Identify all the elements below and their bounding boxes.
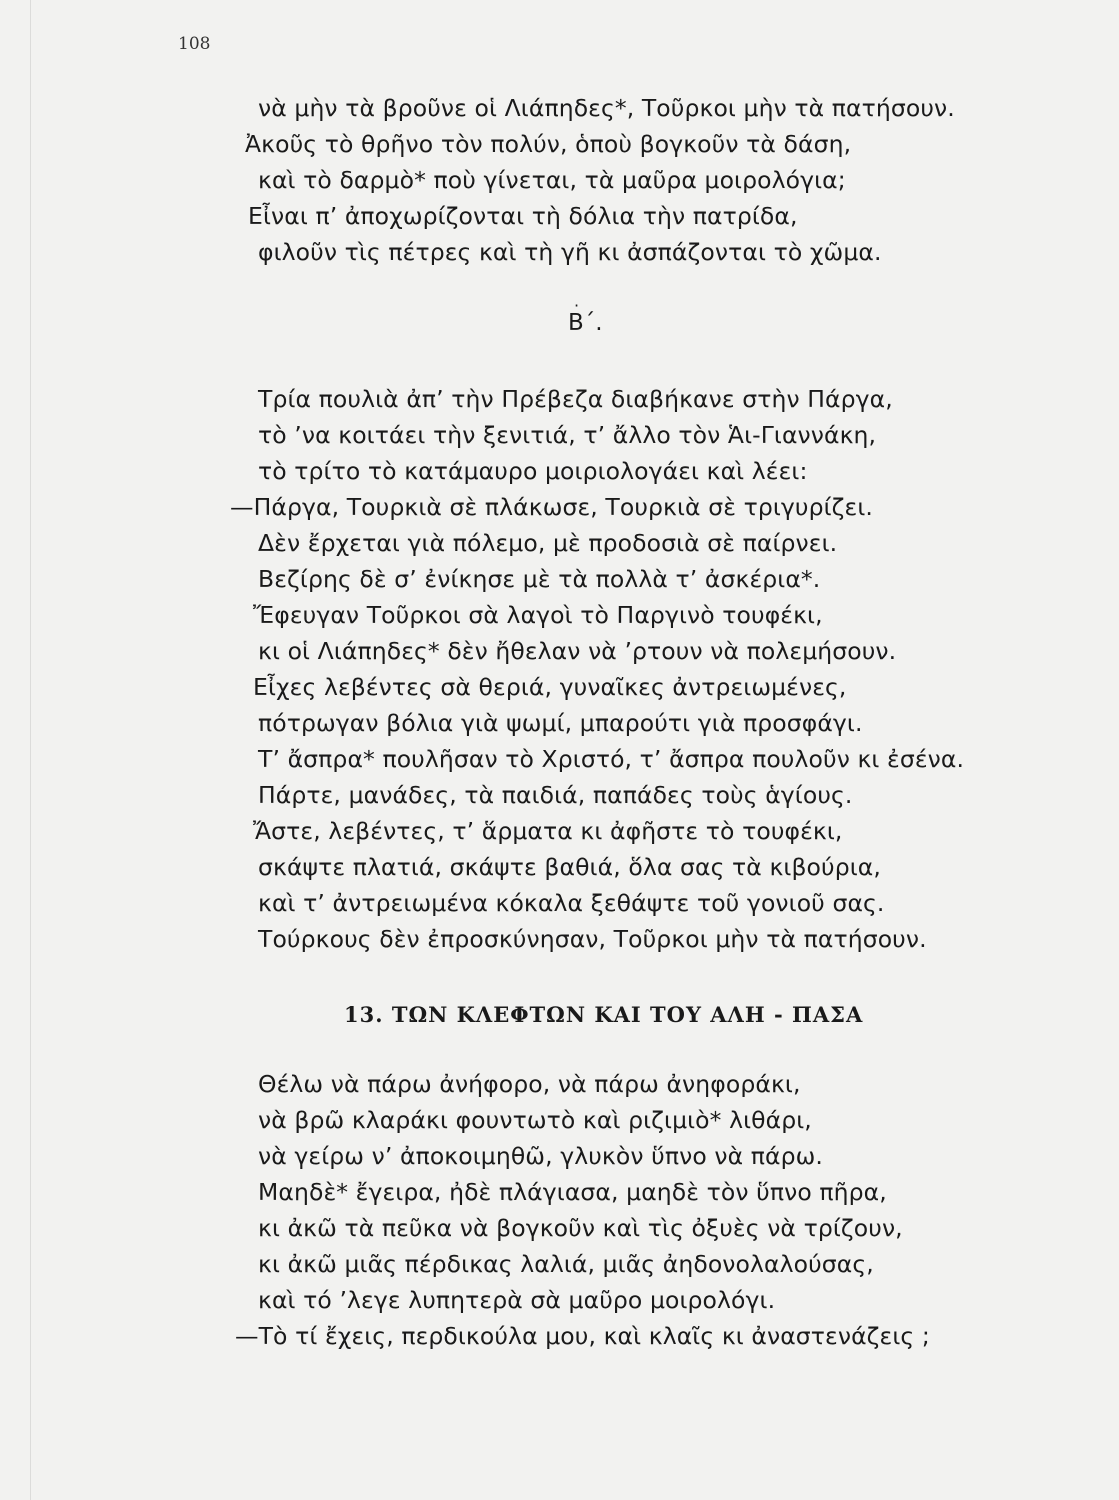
- verse-line: Πάρτε, μανάδες, τὰ παιδιά, παπάδες τοὺς ἁγίους.: [258, 781, 853, 809]
- verse-line: τὸ τρίτο τὸ κατάμαυρο μοιριολογάει καὶ λέει:: [258, 457, 808, 485]
- verse-line: —Πάργα, Τουρκιὰ σὲ πλάκωσε, Τουρκιὰ σὲ τριγυρίζει.: [230, 493, 873, 521]
- verse-line: Θέλω νὰ πάρω ἀνήφορο, νὰ πάρω ἀνηφοράκι,: [258, 1070, 801, 1098]
- poem-title: 13. ΤΩΝ ΚΛΕΦΤΩΝ ΚΑΙ ΤΟΥ ΑΛΗ - ΠΑΣΑ: [344, 1002, 864, 1027]
- verse-line: Βεζίρης δὲ σ’ ἐνίκησε μὲ τὰ πολλὰ τ’ ἀσκέρια*.: [258, 565, 821, 593]
- page-fold-line: [30, 0, 31, 1500]
- verse-line: πότρωγαν βόλια γιὰ ψωμί, μπαρούτι γιὰ προσφάγι.: [258, 709, 863, 737]
- verse-line: Εἶχες λεβέντες σὰ θεριά, γυναῖκες ἀντρειωμένες,: [253, 673, 847, 701]
- verse-line: καὶ τὸ δαρμὸ* ποὺ γίνεται, τὰ μαῦρα μοιρολόγια;: [258, 166, 846, 194]
- section-marker-label: Β΄.: [568, 310, 603, 336]
- verse-line: Δὲν ἔρχεται γιὰ πόλεμο, μὲ προδοσιὰ σὲ παίρνει.: [258, 529, 838, 557]
- verse-line: νὰ μὴν τὰ βροῦνε οἱ Λιάπηδες*, Τοῦρκοι μὴν τὰ πατήσουν.: [258, 94, 955, 122]
- verse-line: τὸ ’να κοιτάει τὴν ξενιτιά, τ’ ἄλλο τὸν Ἁι-Γιαννάκη,: [258, 421, 877, 449]
- verse-line: Ἄστε, λεβέντες, τ’ ἅρματα κι ἀφῆστε τὸ τουφέκι,: [253, 817, 843, 845]
- verse-line: κι οἱ Λιάπηδες* δὲν ἤθελαν νὰ ’ρτουν νὰ πολεμήσουν.: [258, 637, 897, 665]
- verse-line: Τούρκους δὲν ἐπροσκύνησαν, Τοῦρκοι μὴν τὰ πατήσουν.: [258, 925, 927, 953]
- verse-line: κι ἀκῶ μιᾶς πέρδικας λαλιά, μιᾶς ἀηδονολαλούσας,: [258, 1250, 874, 1278]
- verse-line: Ἔφευγαν Τοῦρκοι σὰ λαγοὶ τὸ Παργινὸ τουφέκι,: [253, 601, 823, 629]
- page-number: 108: [178, 34, 211, 54]
- verse-line: κι ἀκῶ τὰ πεῦκα νὰ βογκοῦν καὶ τὶς ὀξυὲς νὰ τρίζουν,: [258, 1214, 903, 1242]
- verse-line: Ἀκοῦς τὸ θρῆνο τὸν πολύν, ὁποὺ βογκοῦν τὰ δάση,: [245, 130, 852, 158]
- verse-line: Μαηδὲ* ἔγειρα, ἠδὲ πλάγιασα, μαηδὲ τὸν ὕπνο πῆρα,: [258, 1178, 887, 1206]
- section-marker-dot: ·: [574, 296, 580, 315]
- verse-line: καὶ τ’ ἀντρειωμένα κόκαλα ξεθάψτε τοῦ γονιοῦ σας.: [258, 889, 885, 917]
- verse-line: φιλοῦν τὶς πέτρες καὶ τὴ γῆ κι ἀσπάζονται τὸ χῶμα.: [258, 238, 882, 266]
- verse-line: καὶ τό ’λεγε λυπητερὰ σὰ μαῦρο μοιρολόγι.: [258, 1286, 776, 1314]
- verse-line: νὰ γείρω ν’ ἀποκοιμηθῶ, γλυκὸν ὕπνο νὰ πάρω.: [258, 1142, 823, 1170]
- verse-line: —Τὸ τί ἔχεις, περδικούλα μου, καὶ κλαῖς κι ἀναστενάζεις ;: [235, 1322, 930, 1350]
- verse-line: Τρία πουλιὰ ἀπ’ τὴν Πρέβεζα διαβήκανε στὴν Πάργα,: [258, 385, 893, 413]
- verse-line: νὰ βρῶ κλαράκι φουντωτὸ καὶ ριζιμιὸ* λιθάρι,: [258, 1106, 812, 1134]
- verse-line: Τ’ ἄσπρα* πουλῆσαν τὸ Χριστό, τ’ ἄσπρα πουλοῦν κι ἐσένα.: [258, 745, 965, 773]
- verse-line: Εἶναι π’ ἀποχωρίζονται τὴ δόλια τὴν πατρίδα,: [248, 202, 798, 230]
- section-b-marker: [568, 296, 603, 336]
- verse-line: σκάψτε πλατιά, σκάψτε βαθιά, ὅλα σας τὰ κιβούρια,: [258, 853, 881, 881]
